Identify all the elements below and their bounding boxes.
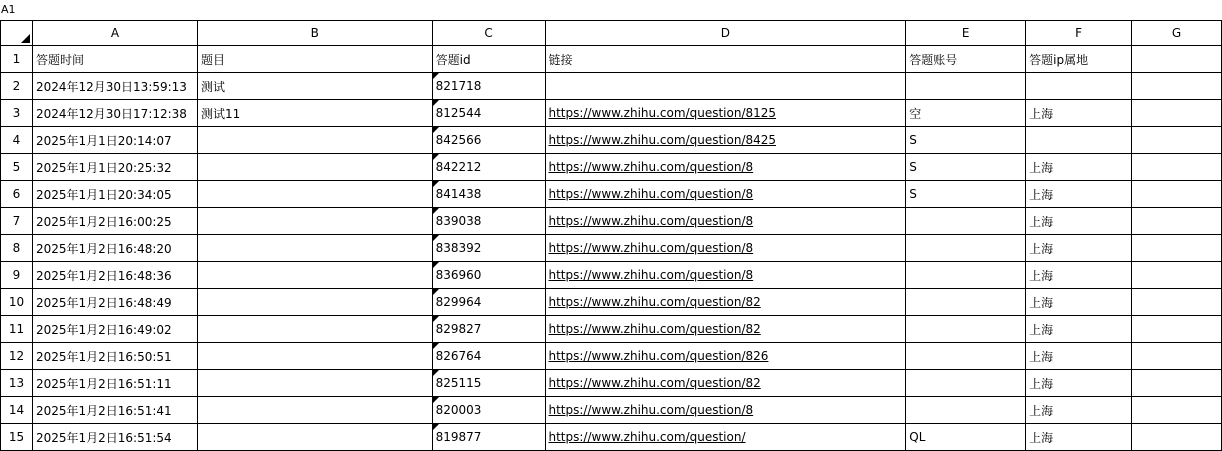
cell-id[interactable]: 825115 [432,370,545,397]
header-cell-id[interactable]: 答题id [432,46,545,73]
cell-time[interactable]: 2025年1月1日20:34:05 [32,181,197,208]
row-header[interactable]: 4 [1,127,33,154]
cell-id[interactable]: 819877 [432,424,545,451]
row-header[interactable]: 6 [1,181,33,208]
row-header[interactable]: 5 [1,154,33,181]
table-row [1,316,1222,343]
cell-link[interactable]: https://www.zhihu.com/question/ [545,424,906,451]
cell-time[interactable]: 2025年1月2日16:48:36 [32,262,197,289]
cell-link[interactable]: https://www.zhihu.com/question/8 [545,235,906,262]
cell-id[interactable]: 841438 [432,181,545,208]
cell-title[interactable] [197,154,432,181]
cell-title[interactable] [197,262,432,289]
table-row [1,208,1222,235]
column-header-d[interactable]: D [545,21,906,46]
header-cell-link[interactable]: 链接 [545,46,906,73]
column-header-c[interactable]: C [432,21,545,46]
cell-g[interactable] [1132,316,1222,343]
cell-id[interactable]: 829964 [432,289,545,316]
spreadsheet-grid [0,20,1222,451]
header-cell-account[interactable]: 答题账号 [906,46,1026,73]
cell-time[interactable]: 2024年12月30日17:12:38 [32,100,197,127]
cell-link[interactable]: https://www.zhihu.com/question/82 [545,316,906,343]
row-header[interactable]: 15 [1,424,33,451]
table-row [1,289,1222,316]
header-cell-title[interactable]: 题目 [197,46,432,73]
row-header[interactable]: 1 [1,46,33,73]
column-header-row [1,21,1222,46]
cell-g[interactable] [1132,235,1222,262]
cell-g[interactable] [1132,397,1222,424]
cell-link[interactable]: https://www.zhihu.com/question/8 [545,397,906,424]
header-cell-time[interactable]: 答题时间 [32,46,197,73]
cell-time[interactable]: 2025年1月2日16:50:51 [32,343,197,370]
cell-id[interactable]: 820003 [432,397,545,424]
cell-g[interactable] [1132,73,1222,100]
cell-account[interactable]: S [906,127,1026,154]
cell-ip[interactable]: 上海 [1026,235,1132,262]
row-header[interactable]: 10 [1,289,33,316]
table-row [1,127,1222,154]
row-header[interactable]: 3 [1,100,33,127]
cell-ip[interactable]: 上海 [1026,208,1132,235]
cell-title[interactable] [197,343,432,370]
table-row [1,370,1222,397]
cell-ip[interactable]: 上海 [1026,397,1132,424]
cell-account[interactable] [906,73,1026,100]
cell-time[interactable]: 2025年1月2日16:51:54 [32,424,197,451]
cell-id[interactable]: 829827 [432,316,545,343]
cell-time[interactable]: 2025年1月2日16:48:49 [32,289,197,316]
table-row [1,73,1222,100]
cell-g[interactable] [1132,424,1222,451]
cell-time[interactable]: 2025年1月2日16:51:41 [32,397,197,424]
cell-title[interactable] [197,127,432,154]
table-row [1,154,1222,181]
table-row [1,100,1222,127]
header-cell-g[interactable] [1132,46,1222,73]
cell-ip[interactable]: 上海 [1026,343,1132,370]
cell-id[interactable]: 821718 [432,73,545,100]
cell-account[interactable] [906,316,1026,343]
cell-account[interactable] [906,370,1026,397]
cell-g[interactable] [1132,127,1222,154]
column-header-b[interactable]: B [197,21,432,46]
cell-time[interactable]: 2025年1月1日20:14:07 [32,127,197,154]
cell-title[interactable] [197,289,432,316]
cell-ip[interactable] [1026,127,1132,154]
row-header[interactable]: 8 [1,235,33,262]
cell-id[interactable]: 842212 [432,154,545,181]
cell-ip[interactable]: 上海 [1026,424,1132,451]
column-header-e[interactable]: E [906,21,1026,46]
cell-ip[interactable]: 上海 [1026,154,1132,181]
cell-ip[interactable]: 上海 [1026,289,1132,316]
row-header[interactable]: 12 [1,343,33,370]
cell-g[interactable] [1132,181,1222,208]
cell-id[interactable]: 839038 [432,208,545,235]
cell-title[interactable] [197,424,432,451]
cell-g[interactable] [1132,289,1222,316]
cell-id[interactable]: 812544 [432,100,545,127]
table-row [1,424,1222,451]
table-row [1,181,1222,208]
select-all-corner[interactable] [1,21,33,46]
cell-title[interactable] [197,208,432,235]
row-header[interactable]: 7 [1,208,33,235]
sheet-table [0,20,1222,451]
cell-time[interactable]: 2025年1月1日20:25:32 [32,154,197,181]
cell-link[interactable]: https://www.zhihu.com/question/8 [545,154,906,181]
cell-id[interactable]: 842566 [432,127,545,154]
cell-title[interactable] [197,316,432,343]
table-row [1,262,1222,289]
cell-ip[interactable]: 上海 [1026,262,1132,289]
cell-link[interactable]: https://www.zhihu.com/question/8 [545,262,906,289]
row-header[interactable]: 14 [1,397,33,424]
cell-link[interactable]: https://www.zhihu.com/question/826 [545,343,906,370]
cell-title[interactable]: 测试11 [197,100,432,127]
cell-account[interactable]: S [906,154,1026,181]
cell-ip[interactable]: 上海 [1026,370,1132,397]
table-row [1,343,1222,370]
cell-g[interactable] [1132,100,1222,127]
cell-g[interactable] [1132,370,1222,397]
cell-time[interactable]: 2025年1月2日16:49:02 [32,316,197,343]
cell-time[interactable]: 2025年1月2日16:00:25 [32,208,197,235]
cell-link[interactable]: https://www.zhihu.com/question/8 [545,208,906,235]
header-cell-ip[interactable]: 答题ip属地 [1026,46,1132,73]
cell-title[interactable] [197,235,432,262]
cell-g[interactable] [1132,154,1222,181]
cell-ip[interactable]: 上海 [1026,316,1132,343]
cell-account[interactable]: QL [906,424,1026,451]
cell-link[interactable]: https://www.zhihu.com/question/8125 [545,100,906,127]
cell-account[interactable] [906,343,1026,370]
cell-id[interactable]: 826764 [432,343,545,370]
select-all-triangle-icon [21,34,30,43]
table-row [1,46,1222,73]
cell-title[interactable] [197,181,432,208]
cell-account[interactable]: S [906,181,1026,208]
cell-time[interactable]: 2025年1月2日16:48:20 [32,235,197,262]
cell-link[interactable]: https://www.zhihu.com/question/8425 [545,127,906,154]
cell-account[interactable] [906,397,1026,424]
column-header-a[interactable]: A [32,21,197,46]
cell-g[interactable] [1132,208,1222,235]
cell-time[interactable]: 2024年12月30日13:59:13 [32,73,197,100]
cell-title[interactable]: 测试 [197,73,432,100]
cell-account[interactable] [906,262,1026,289]
cell-title[interactable] [197,370,432,397]
column-header-g[interactable]: G [1132,21,1222,46]
cell-link[interactable]: https://www.zhihu.com/question/82 [545,370,906,397]
row-header[interactable]: 2 [1,73,33,100]
cell-ip[interactable]: 上海 [1026,100,1132,127]
cell-title[interactable] [197,397,432,424]
row-header[interactable]: 9 [1,262,33,289]
cell-account[interactable] [906,208,1026,235]
cell-ip[interactable]: 上海 [1026,181,1132,208]
cell-ip[interactable] [1026,73,1132,100]
cell-link[interactable] [545,73,906,100]
column-header-f[interactable]: F [1026,21,1132,46]
cell-g[interactable] [1132,343,1222,370]
row-header[interactable]: 13 [1,370,33,397]
cell-account[interactable] [906,235,1026,262]
row-header[interactable]: 11 [1,316,33,343]
cell-time[interactable]: 2025年1月2日16:51:11 [32,370,197,397]
cell-account[interactable]: 空 [906,100,1026,127]
cell-link[interactable]: https://www.zhihu.com/question/8 [545,181,906,208]
name-box[interactable]: A1 [1,3,16,16]
cell-id[interactable]: 838392 [432,235,545,262]
cell-link[interactable]: https://www.zhihu.com/question/82 [545,289,906,316]
table-row [1,397,1222,424]
cell-account[interactable] [906,289,1026,316]
table-row [1,235,1222,262]
cell-g[interactable] [1132,262,1222,289]
cell-id[interactable]: 836960 [432,262,545,289]
